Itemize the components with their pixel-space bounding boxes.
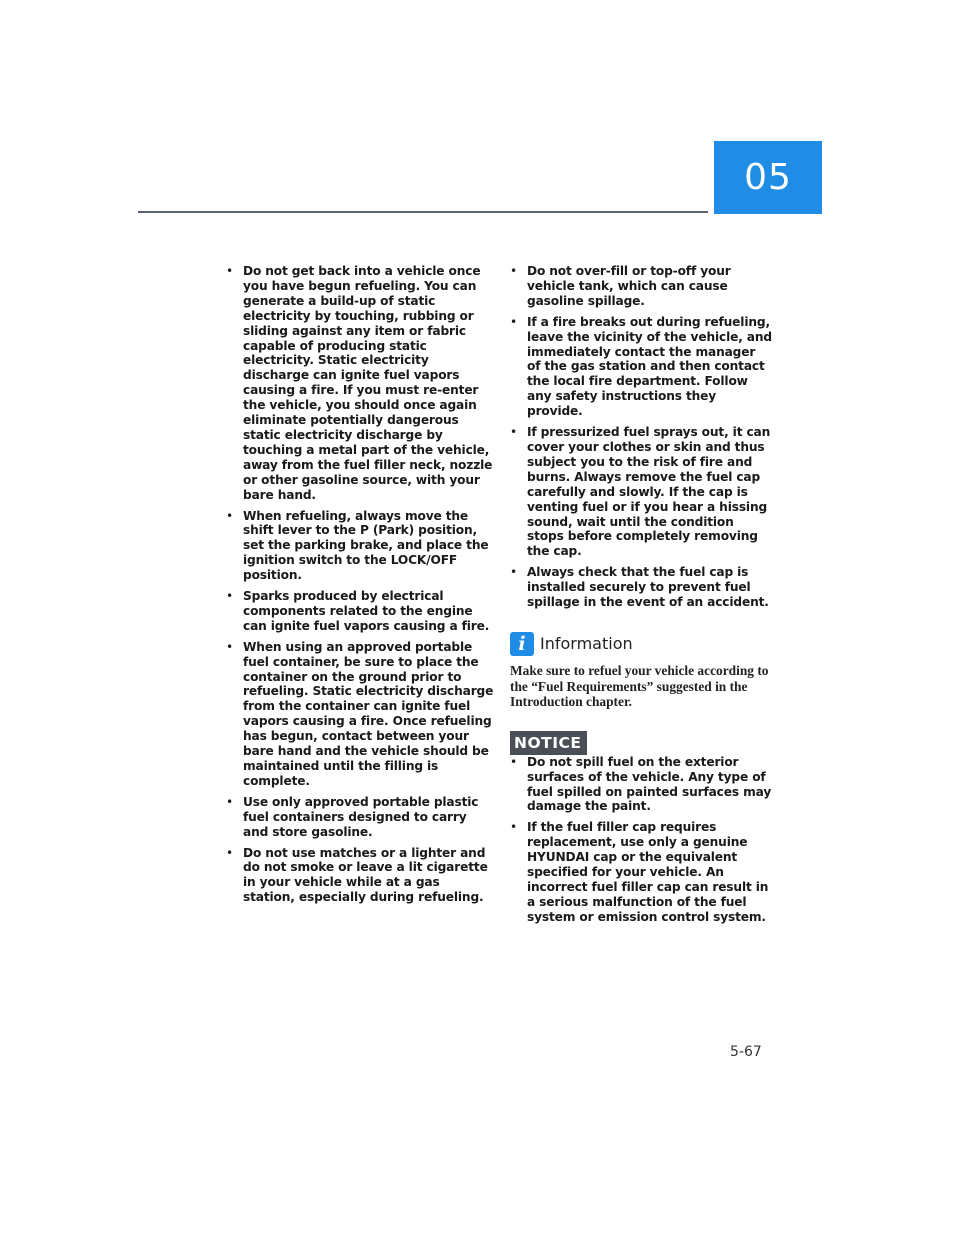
information-header (510, 632, 772, 656)
page-number: 5-67 (730, 1044, 762, 1060)
list-item: • If the fuel filler cap requires replacement, use only a genuine HYUNDAI cap or the equivalent specified for your vehicle. An incorrect fuel filler cap can result in a serious malfunction of the fuel system or emission control system. (510, 820, 772, 924)
list-item: • When using an approved portable fuel container, be sure to place the container on the ground prior to refueling. Static electricity discharge from the container can ignite fuel vapors causing a fire. Once refueling has begun, contact between your bare hand and the vehicle should be maintained until the filling is complete. (226, 640, 494, 789)
notice-badge: NOTICE (510, 731, 587, 755)
info-icon: i (510, 632, 534, 656)
list-item: • If pressurized fuel sprays out, it can cover your clothes or skin and thus subject you to the risk of fire and burns. Always remove the fuel cap carefully and slowly. If the cap is venting fuel or if you hear a hissing sound, wait until the condition stops before completely removing the cap. (510, 425, 772, 559)
information-body: Make sure to refuel your vehicle according to the “Fuel Requirements” suggested in the Introduction chapter. (510, 662, 769, 710)
list-item: • Use only approved portable plastic fuel containers designed to carry and store gasoline. (226, 795, 494, 840)
list-item: • When refueling, always move the shift lever to the P (Park) position, set the parking brake, and place the ignition switch to the LOCK/OFF position. (226, 509, 494, 584)
header-rule (138, 211, 708, 213)
left-bullet-list (226, 264, 494, 905)
list-item: • If a fire breaks out during refueling, leave the vicinity of the vehicle, and immediately contact the manager of the gas station and then contact the local fire department. Follow any safety instructions they provide. (510, 315, 772, 419)
list-item: • Always check that the fuel cap is installed securely to prevent fuel spillage in the event of an accident. (510, 565, 772, 610)
list-item: • Do not use matches or a lighter and do not smoke or leave a lit cigarette in your vehicle while at a gas station, especially during refueling. (226, 846, 494, 906)
list-item: • Do not spill fuel on the exterior surfaces of the vehicle. Any type of fuel spilled on painted surfaces may damage the paint. (510, 755, 772, 815)
list-item: • Do not over-fill or top-off your vehicle tank, which can cause gasoline spillage. (510, 264, 772, 309)
chapter-number: 05 (744, 157, 792, 198)
left-column (226, 264, 494, 911)
chapter-tab (714, 141, 822, 214)
information-title: Information (540, 634, 633, 654)
right-bullet-list (510, 264, 772, 610)
right-column (510, 264, 772, 931)
notice-bullet-list (510, 755, 772, 925)
list-item: • Do not get back into a vehicle once you have begun refueling. You can generate a build-up of static electricity by touching, rubbing or sliding against any item or fabric capable of producing static electricity. Static electricity discharge can ignite fuel vapors causing a fire. If you must re-enter the vehicle, you should once again eliminate potentially dangerous static electricity discharge by touching a metal part of the vehicle, away from the fuel filler neck, nozzle or other gasoline source, with your bare hand. (226, 264, 494, 503)
list-item: • Sparks produced by electrical components related to the engine can ignite fuel vapors causing a fire. (226, 589, 494, 634)
